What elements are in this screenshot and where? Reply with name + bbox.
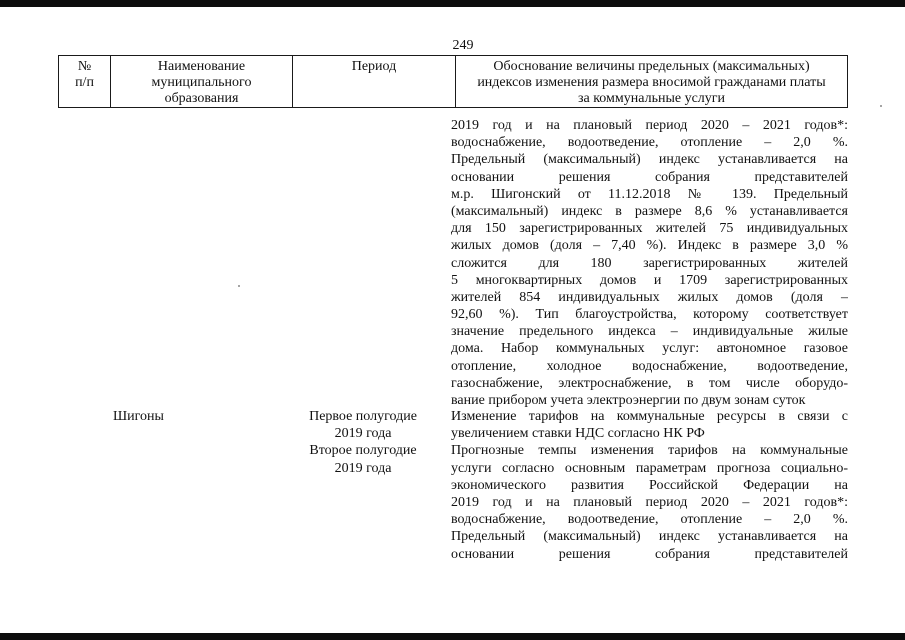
text-line: 92,60 %). Тип благоустройства, которому соответствует bbox=[451, 307, 848, 323]
scan-speck bbox=[238, 285, 240, 287]
text-line: Изменение тарифов на коммунальные ресурсы в связи с bbox=[451, 409, 848, 424]
text-line: м.р. Шигонский от 11.12.2018 № 139. Предельный bbox=[451, 186, 848, 202]
row-basis-text bbox=[451, 408, 848, 563]
text-line: услуги согласно основным параметрам прогноза социально- bbox=[451, 460, 848, 476]
text-line: основании решения собрания представителей bbox=[451, 546, 848, 562]
text-line: жилых домов (доля – 7,40 %). Индекс в размере 3,0 % bbox=[451, 238, 848, 254]
text-line: значение предельного индекса – индивидуальные жилые bbox=[451, 324, 848, 340]
text-line: Предельный (максимальный) индекс устанавливается на bbox=[451, 152, 848, 168]
period-first-year: 2019 года bbox=[334, 426, 392, 442]
period-first-half: Первое полугодие bbox=[309, 409, 417, 424]
page-number: 249 bbox=[452, 38, 474, 53]
text-line: 5 многоквартирных домов и 1709 зарегистрированных bbox=[451, 272, 848, 288]
period-second-half: Второе полугодие bbox=[309, 443, 417, 459]
scan-speck bbox=[880, 105, 882, 107]
text-line: (максимальный) индекс в размере 8,6 % устанавливается bbox=[451, 203, 848, 219]
text-line: 2019 год и на плановый период 2020 – 2021 годов*: bbox=[451, 118, 848, 133]
header-period: Период bbox=[293, 56, 456, 108]
text-line: Предельный (максимальный) индекс устанавливается на bbox=[451, 529, 848, 545]
header-basis: Обоснование величины предельных (максимальных) индексов изменения размера вносимой гражданами платы за коммунальные услуги bbox=[456, 56, 848, 108]
municipality-name: Шигоны bbox=[113, 409, 164, 424]
period-second-year: 2019 года bbox=[334, 460, 392, 476]
header-number: № п/п bbox=[59, 56, 111, 108]
text-line: дома. Набор коммунальных услуг: автономное газовое bbox=[451, 341, 848, 357]
text-line: отопление, холодное водоснабжение, водоотведение, bbox=[451, 358, 848, 374]
text-line: для 150 зарегистрированных жителей 75 индивидуальных bbox=[451, 221, 848, 237]
text-line: сложится для 180 зарегистрированных жителей bbox=[451, 255, 848, 271]
table-header bbox=[58, 55, 848, 108]
text-line: вание прибором учета электроэнергии по двум зонам суток bbox=[451, 393, 806, 408]
text-line: Прогнозные темпы изменения тарифов на коммунальные bbox=[451, 443, 848, 459]
text-line: жителей 854 индивидуальных жилых домов (доля – bbox=[451, 289, 848, 305]
continuation-basis-text bbox=[451, 117, 848, 409]
text-line: водоснабжение, водоотведение, отопление – 2,0 %. bbox=[451, 135, 848, 151]
scan-edge-top bbox=[0, 0, 905, 7]
text-line: водоснабжение, водоотведение, отопление – 2,0 %. bbox=[451, 512, 848, 528]
period-cell bbox=[298, 408, 428, 477]
text-line: основании решения собрания представителей bbox=[451, 169, 848, 185]
text-line: газоснабжение, электроснабжение, в том числе оборудо- bbox=[451, 375, 848, 391]
text-line: экономического развития Российской Федерации на bbox=[451, 477, 848, 493]
scan-edge-bottom bbox=[0, 633, 905, 640]
text-line: увеличением ставки НДС согласно НК РФ bbox=[451, 426, 705, 442]
header-municipality-name: Наименование муниципального образования bbox=[111, 56, 293, 108]
text-line: 2019 год и на плановый период 2020 – 2021 годов*: bbox=[451, 494, 848, 510]
